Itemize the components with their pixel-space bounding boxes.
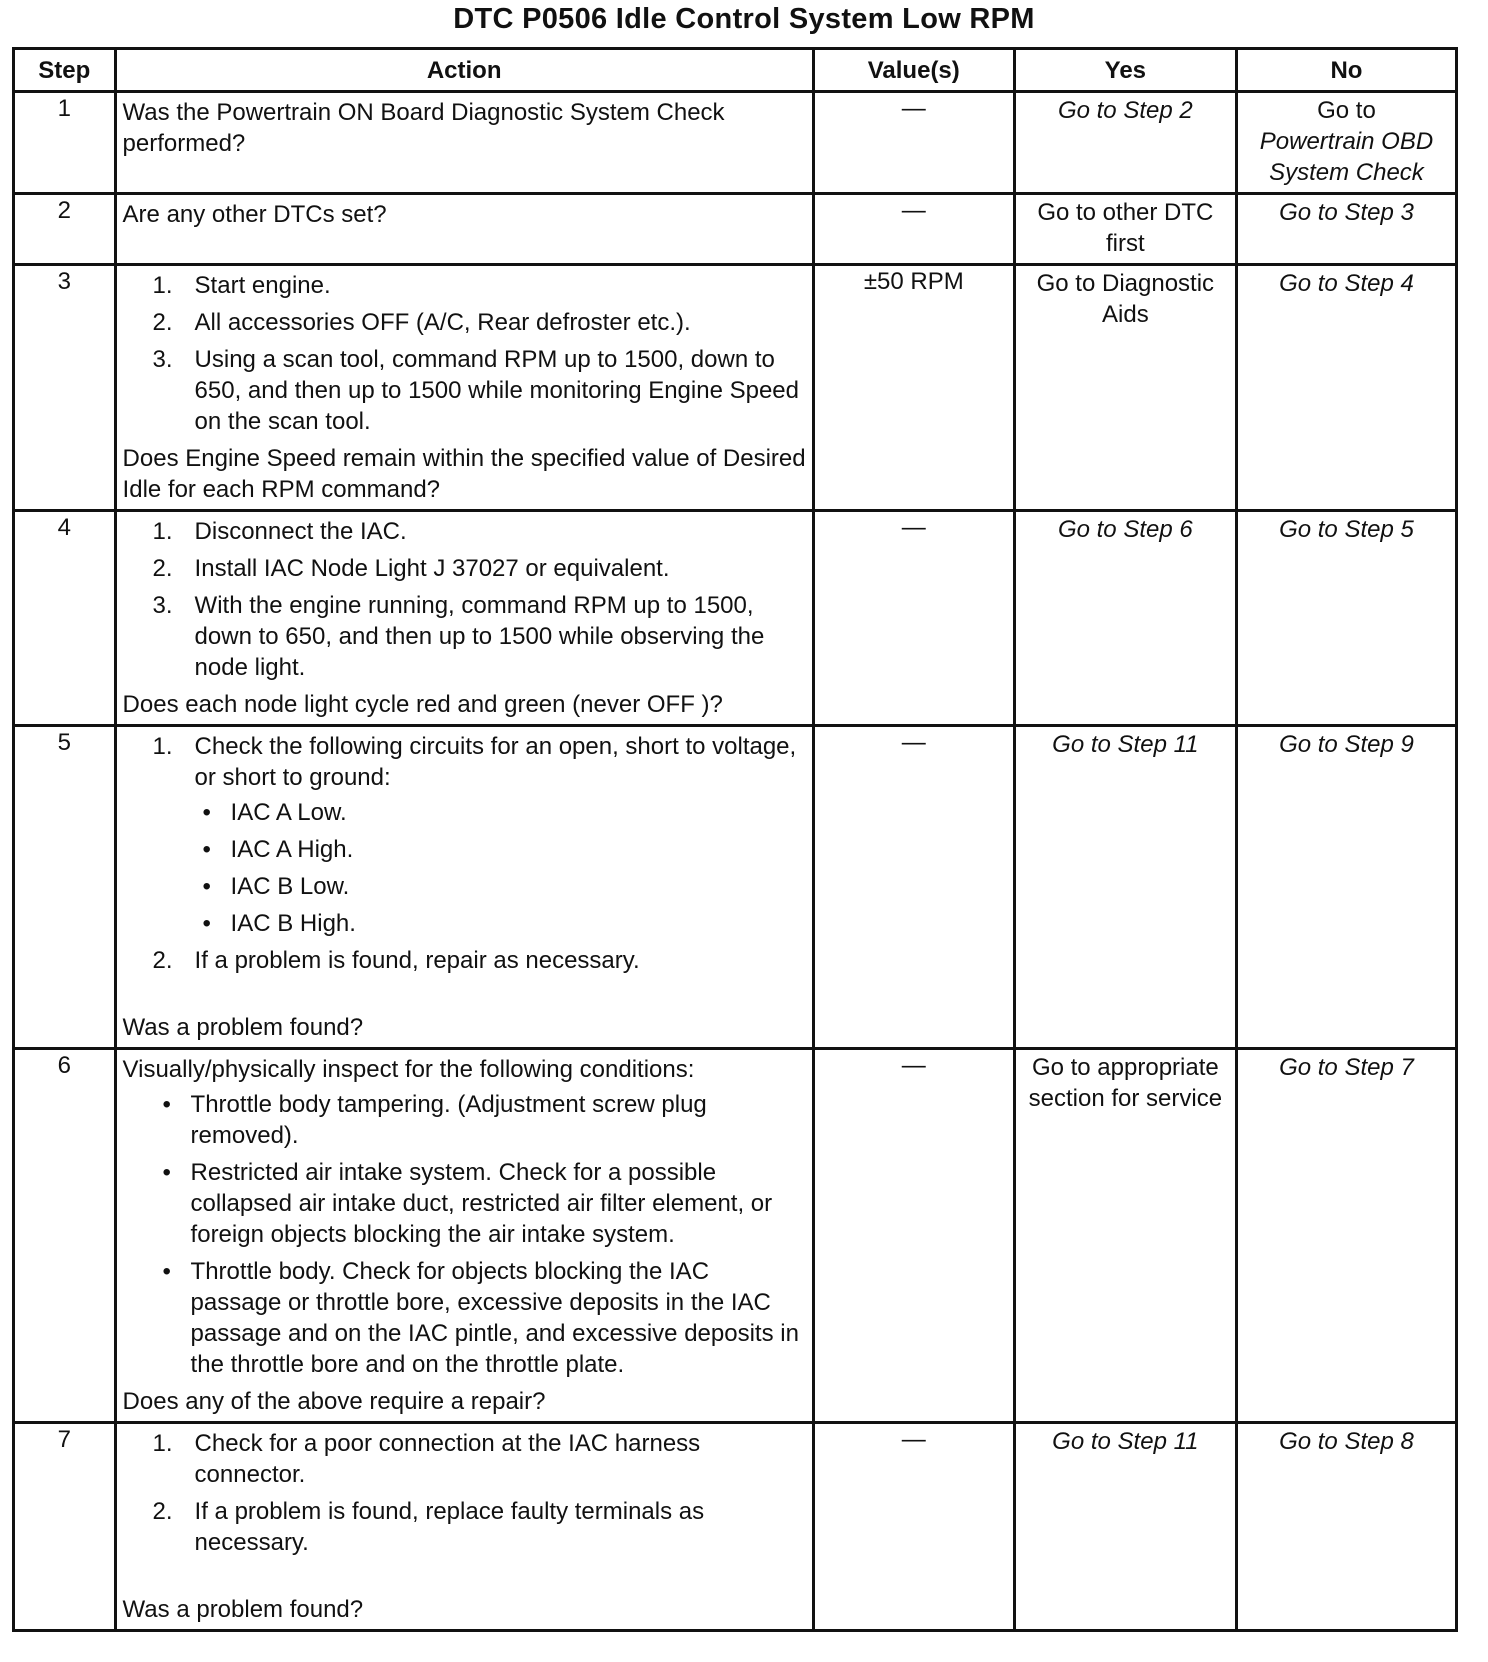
action-text: Are any other DTCs set?	[115, 194, 813, 265]
no-result: Go to Step 7	[1236, 1049, 1456, 1423]
list-item: 1. Start engine.	[152, 272, 331, 299]
value-cell: —	[813, 511, 1014, 726]
yes-result: Go to Diagnostic Aids	[1014, 265, 1236, 511]
action-steps-list	[123, 516, 806, 683]
value-cell: —	[813, 726, 1014, 1049]
condition-bullet-list	[123, 1089, 806, 1380]
no-result-prefix: Go to	[1317, 97, 1376, 124]
step-number: 1	[14, 92, 116, 194]
no-result: Go to Step 5	[1236, 511, 1456, 726]
header-step: Step	[14, 49, 116, 92]
action-cell	[115, 726, 813, 1049]
step-number: 3	[14, 265, 116, 511]
table-row-step-6	[14, 1049, 1457, 1423]
table-row-step-1	[14, 92, 1457, 194]
action-cell	[115, 511, 813, 726]
list-item: 1. Check for a poor connection at the IAC harness connector.	[152, 1430, 701, 1488]
list-item: 2. If a problem is found, repair as necessary.	[152, 947, 640, 974]
spacer	[123, 982, 806, 1010]
value-cell: —	[813, 1423, 1014, 1631]
bullet-item: • Restricted air intake system. Check for a possible collapsed air intake duct, restricted air filter element, or foreign objects blocking the air intake system.	[162, 1159, 773, 1248]
yes-result: Go to appropriate section for service	[1014, 1049, 1236, 1423]
bullet-item: • Throttle body tampering. (Adjustment screw plug removed).	[162, 1091, 707, 1149]
action-question: Does each node light cycle red and green (never OFF )?	[122, 691, 723, 718]
header-no: No	[1236, 49, 1456, 92]
no-result: Go to Step 4	[1236, 265, 1456, 511]
yes-result: Go to Step 11	[1014, 1423, 1236, 1631]
list-item: 3. With the engine running, command RPM up to 1500, down to 650, and then up to 1500 while observing the node light.	[152, 592, 765, 681]
value-cell: —	[813, 1049, 1014, 1423]
list-item: 1. Disconnect the IAC.	[152, 518, 407, 545]
list-item: 2. All accessories OFF (A/C, Rear defroster etc.).	[152, 309, 691, 336]
bullet-item: • Throttle body. Check for objects blocking the IAC passage or throttle bore, excessive deposits in the IAC passage and on the IAC pintle, and excessive deposits in the throttle bore and on the throttle plate.	[162, 1258, 799, 1378]
action-cell	[115, 265, 813, 511]
value-cell: —	[813, 194, 1014, 265]
action-text: Was the Powertrain ON Board Diagnostic System Check performed?	[115, 92, 813, 194]
table-row-step-3	[14, 265, 1457, 511]
list-item: 2. If a problem is found, replace faulty terminals as necessary.	[152, 1498, 705, 1556]
bullet-item: • IAC B Low.	[202, 873, 350, 900]
list-item: 3. Using a scan tool, command RPM up to 1500, down to 650, and then up to 1500 while monitoring Engine Speed on the scan tool.	[152, 346, 799, 435]
action-cell	[115, 1049, 813, 1423]
no-result: Go to Step 3	[1236, 194, 1456, 265]
step-number: 6	[14, 1049, 116, 1423]
action-steps-list	[123, 731, 806, 976]
yes-result: Go to Step 2	[1014, 92, 1236, 194]
action-intro: Visually/physically inspect for the following conditions:	[122, 1056, 695, 1083]
bullet-item: • IAC A Low.	[202, 799, 347, 826]
spacer	[123, 1564, 806, 1592]
no-result	[1236, 92, 1456, 194]
no-result-link: Powertrain OBD System Check	[1259, 128, 1434, 186]
list-item: 1. Check the following circuits for an open, short to voltage, or short to ground: • IAC A Low. • IAC A High. • IAC B Low. • IAC B High.	[123, 731, 806, 939]
header-values: Value(s)	[813, 49, 1014, 92]
yes-result: Go to other DTC first	[1014, 194, 1236, 265]
table-row-step-5	[14, 726, 1457, 1049]
table-row-step-7	[14, 1423, 1457, 1631]
action-question: Was a problem found?	[122, 1596, 364, 1623]
diagnostic-table	[12, 47, 1458, 1632]
circuit-bullet-list	[195, 797, 806, 939]
no-result: Go to Step 9	[1236, 726, 1456, 1049]
action-question: Does any of the above require a repair?	[122, 1388, 546, 1415]
yes-result: Go to Step 6	[1014, 511, 1236, 726]
action-cell	[115, 1423, 813, 1631]
value-cell: —	[813, 92, 1014, 194]
value-cell: ±50 RPM	[813, 265, 1014, 511]
step-number: 4	[14, 511, 116, 726]
action-question: Does Engine Speed remain within the specified value of Desired Idle for each RPM command?	[122, 445, 806, 503]
yes-result: Go to Step 11	[1014, 726, 1236, 1049]
header-yes: Yes	[1014, 49, 1236, 92]
step-number: 5	[14, 726, 116, 1049]
document-title: DTC P0506 Idle Control System Low RPM	[453, 3, 1035, 35]
bullet-item: • IAC B High.	[202, 910, 356, 937]
header-action: Action	[115, 49, 813, 92]
table-row-step-4	[14, 511, 1457, 726]
list-item: 2. Install IAC Node Light J 37027 or equivalent.	[152, 555, 670, 582]
step-number: 2	[14, 194, 116, 265]
no-result: Go to Step 8	[1236, 1423, 1456, 1631]
table-header-row	[14, 49, 1457, 92]
table-row-step-2	[14, 194, 1457, 265]
bullet-item: • IAC A High.	[202, 836, 354, 863]
step-number: 7	[14, 1423, 116, 1631]
action-question: Was a problem found?	[122, 1014, 364, 1041]
action-steps-list	[123, 1428, 806, 1558]
action-steps-list	[123, 270, 806, 437]
